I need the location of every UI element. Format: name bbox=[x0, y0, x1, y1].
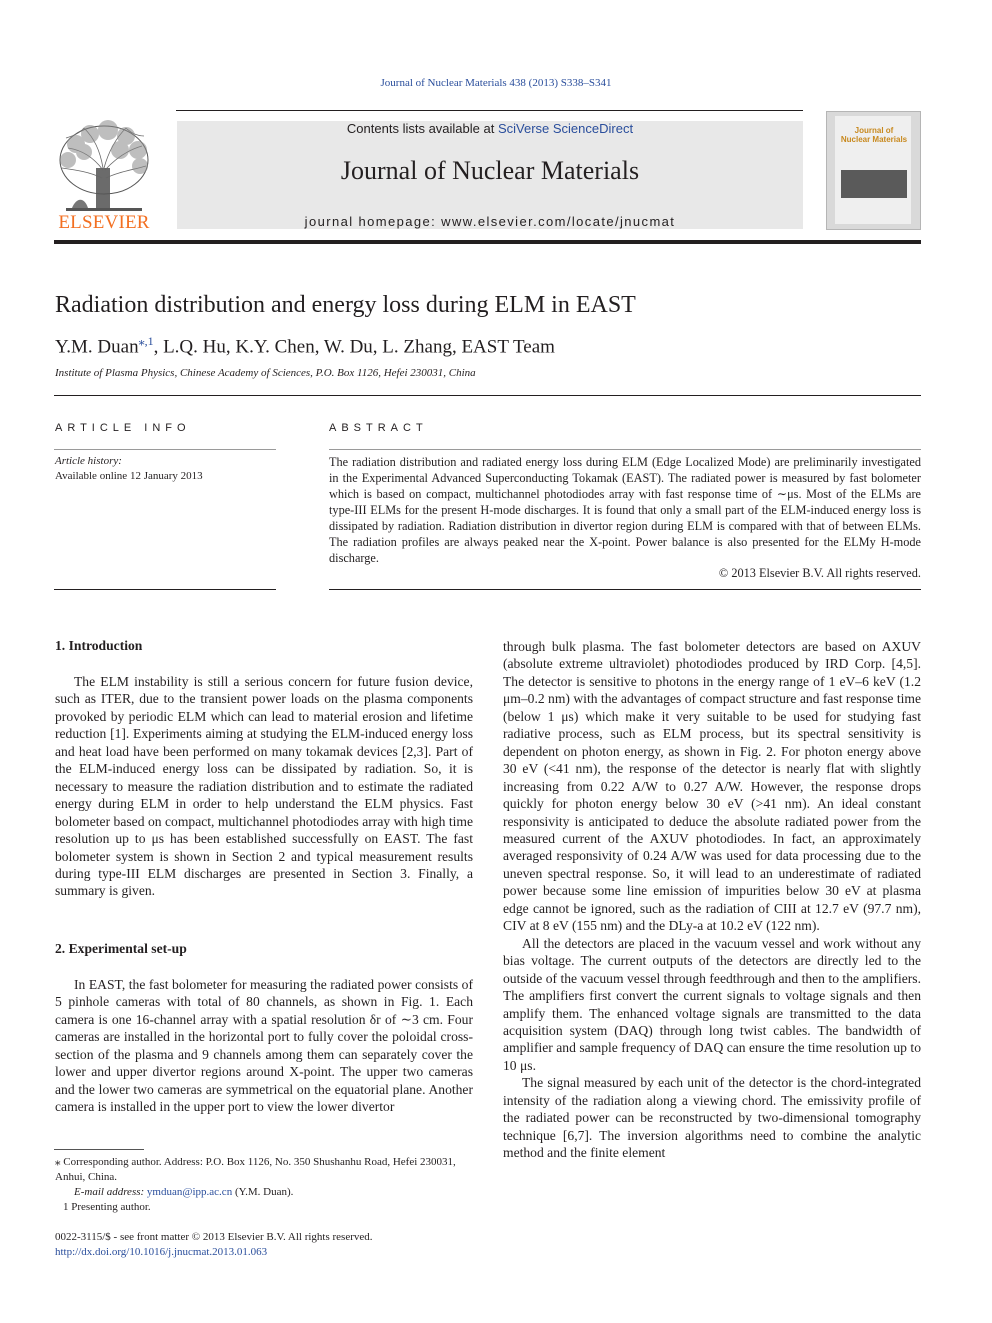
elsevier-wordmark: ELSEVIER bbox=[58, 212, 150, 233]
section-2-heading: 2. Experimental set-up bbox=[55, 941, 187, 956]
abstract-text: The radiation distribution and radiated energy loss during ELM (Edge Localized Mode) are preliminarily investigated in the Experimental Advanced Superconducting Tokamak (EAST). The radiated power is measured by fast bolometer which is based on compact, multichannel photodiodes array with fast response time of ∼μs. Most of the ELMs are type-III ELMs for the present H-mode discharges. It is found that only a small part of the ELM-induced energy loss is dissipated by radiation. Radiation distribution in divertor region during ELM is compared with that of between ELMs. The radiation profiles are always peaked near the X-point. Power balance is also presented for the ELMy H-mode discharge. bbox=[329, 455, 921, 565]
journal-homepage[interactable]: journal homepage: www.elsevier.com/locate/jnucmat bbox=[304, 214, 676, 229]
article-info-bottom-rule bbox=[54, 589, 276, 590]
issn-line: 0022-3115/$ - see front matter © 2013 Elsevier B.V. All rights reserved. bbox=[55, 1231, 373, 1243]
affiliation: Institute of Plasma Physics, Chinese Academy of Sciences, P.O. Box 1126, Hefei 230031, China bbox=[55, 367, 476, 379]
sciencedirect-link[interactable]: SciVerse ScienceDirect bbox=[497, 121, 634, 136]
footnote-rule bbox=[54, 1149, 144, 1150]
email-suffix: (Y.M. Duan). bbox=[232, 1186, 294, 1198]
article-history-label: Article history: bbox=[55, 455, 122, 467]
right-paragraph-3: The signal measured by each unit of the detector is the chord-integrated intensity of the radiation along a viewing chord. The emissivity profile of the radiated power can be reconstructed by two-dimensional tomography technique [6,7]. The inversion algorithms need to combine the analytic method and the finite element bbox=[503, 1075, 921, 1161]
article-history-value: Available online 12 January 2013 bbox=[55, 470, 203, 482]
abstract-heading: ABSTRACT bbox=[329, 422, 428, 434]
journal-citation[interactable]: Journal of Nuclear Materials 438 (2013) S338–S341 bbox=[380, 77, 612, 89]
article-info-rule bbox=[54, 449, 276, 450]
right-paragraph-2: All the detectors are placed in the vacuum vessel and work without any bias voltage. The current outputs of the detectors are directly led to the outside of the vacuum vessel through feedthrough and then to the amplifiers. The amplifiers first convert the current signals to voltage signals and then amplify them. The enhanced voltage signals are transmitted to the data acquisition system (DAQ) through long twist cables. The bandwidth of amplifier and sample frequency of DAQ can ensure the time resolution up to 10 μs. bbox=[503, 935, 921, 1073]
email-label: E-mail address: bbox=[74, 1186, 147, 1198]
abstract-bottom-rule bbox=[329, 589, 921, 590]
header-rule bbox=[176, 110, 803, 111]
abstract-rule bbox=[329, 449, 921, 450]
right-column-body bbox=[503, 638, 921, 1162]
cover-image bbox=[841, 170, 907, 198]
contents-prefix: Contents lists available at bbox=[346, 121, 498, 136]
article-title: Radiation distribution and energy loss during ELM in EAST bbox=[55, 292, 636, 318]
header-thick-rule bbox=[54, 240, 921, 244]
author-footnote-marks[interactable]: ⁎,1 bbox=[138, 334, 154, 348]
footnote-presenting: 1 Presenting author. bbox=[63, 1201, 151, 1213]
right-paragraph-1: through bulk plasma. The fast bolometer detectors are based on AXUV (absolute extreme ultraviolet) photodiodes produced by IRD Corp. [4,5]. The detector is sensitive to photons in the energy range of 1 eV–6 keV (1.2 μm–0.2 nm) with the advantages of compact structure and fast response time (below 1 μs) which make it very suitable to be used for studying fast radiative process, such as ELM process, but its spectral sensitivity is dependent on photon energy, as shown in Fig. 2. For photon energy above 30 eV (<41 nm), the response of the detector is nearly flat with slightly increasing from 0.22 A/W to 0.27 A/W. However, the response drops quickly for photon energy below 30 eV (>41 nm). An ideal constant responsivity is anticipated to deduce the absolute radiated power from the measured current of the AXUV photodiodes. In fact, an approximately averaged responsivity of 0.24 A/W was used for data processing due to the uneven spectral response. So, it will lead to an underestimate of radiated power because some line emission of impurities below 30 eV at plasma edge cannot be ignored, such as the radiation of CIII at 12.7 eV (97.7 nm), CIV at 8 eV (155 nm) and the DLy-a at 10.2 eV (122 nm). bbox=[503, 639, 922, 934]
section-2-paragraph: In EAST, the fast bolometer for measuring the radiated power consists of 5 pinhole cameras with total of 80 channels, as shown in Fig. 1. Each camera is one 16-channel array with a spatial resolution δr of ∼3 cm. Four cameras are installed in the horizontal port to fully cover the poloidal cross-section of the plasma and 9 channels among them can separately cover the lower and upper divertor regions around X-point. The upper two cameras and the lower two cameras are symmetrical on the equatorial plane. Another camera is installed in the upper port to view the lower divertor bbox=[55, 977, 473, 1115]
author-list bbox=[55, 334, 555, 358]
email-link[interactable]: ymduan@ipp.ac.cn bbox=[146, 1186, 233, 1198]
abstract-copyright: © 2013 Elsevier B.V. All rights reserved. bbox=[718, 566, 921, 580]
journal-title: Journal of Nuclear Materials bbox=[340, 156, 640, 185]
section-1-body bbox=[55, 673, 473, 900]
title-rule bbox=[54, 395, 921, 396]
footnote-corresponding: ⁎ Corresponding author. Address: P.O. Box 1126, No. 350 Shushanhu Road, Hefei 230031, Anhui, China. bbox=[55, 1156, 456, 1183]
article-info-heading: ARTICLE INFO bbox=[55, 422, 191, 434]
section-1-heading: 1. Introduction bbox=[55, 638, 143, 653]
journal-cover-thumbnail bbox=[826, 111, 921, 230]
footnote-email-line bbox=[55, 1185, 473, 1200]
cover-title: Journal of Nuclear Materials bbox=[840, 126, 908, 144]
section-1-paragraph: The ELM instability is still a serious concern for future fusion device, such as ITER, due to the transient power loads on the plasma components provoked by periodic ELM which can lead to material erosion and lifetime reduction [1]. Experiments aiming at studying the ELM-induced energy loss and heat load have been performed on many tokamak devices [2,3]. Part of the ELM-induced energy loss can be dissipated by radiation. So, it is necessary to measure the radiation distribution and to estimate the radiated energy during ELM in order to help understand the ELM physics. Fast bolometer based on compact, multichannel photodiodes array with high time resolution up to μs has been established successfully on EAST. The fast bolometer system is shown in Section 2 and typical measurement results during type-III ELM discharges are presented in Section 3. Finally, a summary is given. bbox=[55, 674, 473, 899]
authors-rest: , L.Q. Hu, K.Y. Chen, W. Du, L. Zhang, EAST Team bbox=[153, 336, 555, 358]
bottom-info bbox=[55, 1230, 373, 1260]
doi-link[interactable]: http://dx.doi.org/10.1016/j.jnucmat.2013.01.063 bbox=[55, 1246, 268, 1258]
footnotes bbox=[55, 1155, 473, 1215]
contents-line bbox=[177, 121, 803, 136]
section-2-body bbox=[55, 976, 473, 1116]
author-first: Y.M. Duan bbox=[55, 336, 139, 358]
